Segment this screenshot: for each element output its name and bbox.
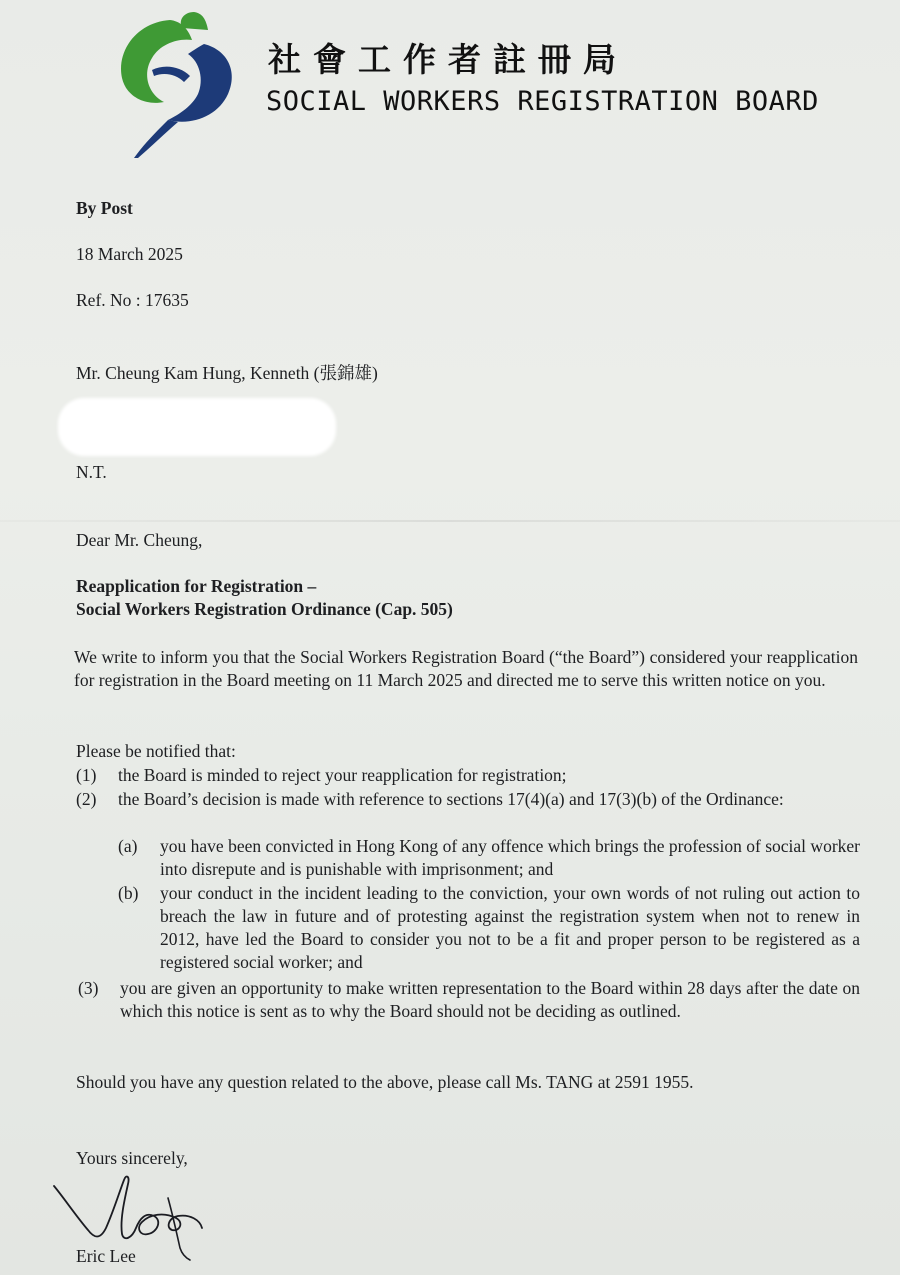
org-name-chinese: 社會工作者註冊局 bbox=[268, 40, 628, 79]
point-number: (1) bbox=[76, 765, 97, 785]
reference-number: Ref. No : 17635 bbox=[76, 290, 189, 310]
subpoint-number: (b) bbox=[118, 883, 139, 903]
paper-fold-crease bbox=[0, 520, 900, 522]
org-name-english: SOCIAL WORKERS REGISTRATION BOARD bbox=[266, 86, 819, 117]
contact-paragraph: Should you have any question related to the above, please call Ms. TANG at 2591 1955. bbox=[76, 1072, 694, 1092]
salutation: Dear Mr. Cheung, bbox=[76, 530, 203, 550]
intro-paragraph: We write to inform you that the Social Workers Registration Board (“the Board”) considered your reapplication for registration in the Board meeting on 11 March 2025 and directed me to serve this written notice on you. bbox=[74, 647, 858, 690]
closing: Yours sincerely, bbox=[76, 1148, 188, 1168]
swrb-logo-icon bbox=[108, 10, 248, 160]
signatory-name: Eric Lee bbox=[76, 1246, 136, 1266]
point-text: you are given an opportunity to make written representation to the Board within 28 days after the date on which this notice is sent as to why the Board should not be deciding as outlined. bbox=[120, 978, 860, 1021]
point-number: (3) bbox=[78, 978, 99, 998]
subpoint-text: you have been convicted in Hong Kong of any offence which brings the profession of social worker into disrepute and is punishable with imprisonment; and bbox=[160, 836, 860, 879]
subject-line-2: Social Workers Registration Ordinance (Cap. 505) bbox=[76, 599, 453, 619]
recipient-region: N.T. bbox=[76, 462, 107, 482]
subpoint-text: your conduct in the incident leading to the conviction, your own words of not ruling out action to breach the law in future and of protesting against the registration system when not to renew in 2012, have led the Board to consider you not to be a fit and proper person to be registered as a registered social worker; and bbox=[160, 883, 860, 972]
point-text: the Board is minded to reject your reapplication for registration; bbox=[118, 765, 567, 785]
recipient-name: Mr. Cheung Kam Hung, Kenneth (張錦雄) bbox=[76, 363, 378, 383]
subject-line-1: Reapplication for Registration – bbox=[76, 576, 317, 596]
letter-date: 18 March 2025 bbox=[76, 244, 183, 264]
point-number: (2) bbox=[76, 789, 97, 809]
subpoint-number: (a) bbox=[118, 836, 138, 856]
point-text: the Board’s decision is made with reference to sections 17(4)(a) and 17(3)(b) of the Ordinance: bbox=[118, 789, 784, 809]
delivery-method: By Post bbox=[76, 198, 133, 218]
notice-lead: Please be notified that: bbox=[76, 741, 236, 761]
redacted-address bbox=[58, 398, 336, 456]
